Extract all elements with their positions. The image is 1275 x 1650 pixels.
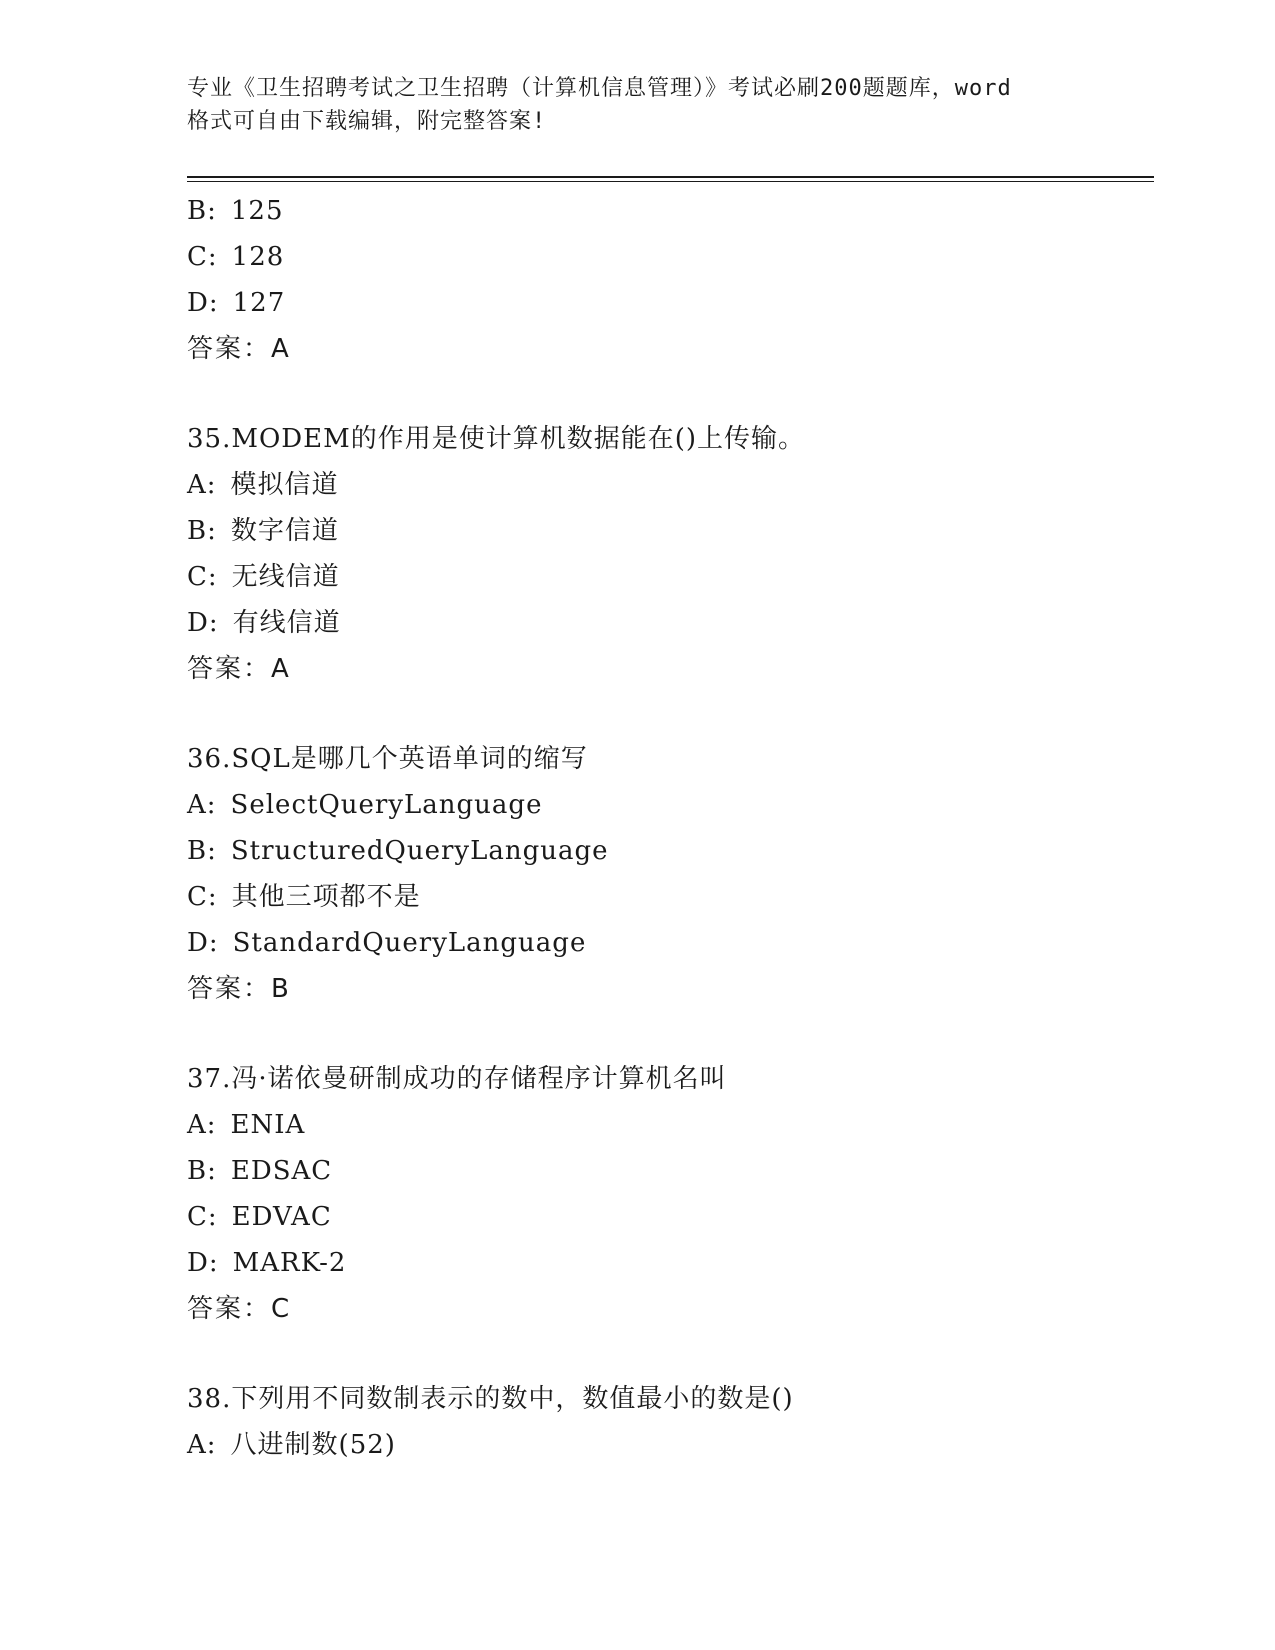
answer-line: 答案：C xyxy=(187,1294,292,1324)
question-text: 35.MODEM的作用是使计算机数据能在()上传输。 xyxy=(187,424,806,454)
option-b: B: 数字信道 xyxy=(187,516,339,546)
option-d: D: MARK-2 xyxy=(187,1248,347,1278)
option-b: B: 125 xyxy=(187,196,284,226)
option-d: D: 有线信道 xyxy=(187,608,341,638)
option-c: C: 其他三项都不是 xyxy=(187,882,421,912)
option-b: B: StructuredQueryLanguage xyxy=(187,836,609,866)
question-35 xyxy=(187,416,1154,692)
option-a: A: SelectQueryLanguage xyxy=(187,790,543,820)
header-line-2: 格式可自由下载编辑，附完整答案! xyxy=(187,109,547,134)
option-a: A: ENIA xyxy=(187,1110,306,1140)
option-d: D: 127 xyxy=(187,288,286,318)
option-c: C: EDVAC xyxy=(187,1202,332,1232)
option-b: B: EDSAC xyxy=(187,1156,333,1186)
question-38 xyxy=(187,1376,1154,1468)
question-text: 36.SQL是哪几个英语单词的缩写 xyxy=(187,744,588,774)
header-line-1: 专业《卫生招聘考试之卫生招聘（计算机信息管理）》考试必刷200题题库，word xyxy=(187,76,1012,101)
question-37 xyxy=(187,1056,1154,1332)
question-34-continuation xyxy=(187,188,1154,372)
question-36 xyxy=(187,736,1154,1012)
document-header xyxy=(187,72,1087,138)
option-d: D: StandardQueryLanguage xyxy=(187,928,587,958)
option-c: C: 无线信道 xyxy=(187,562,340,592)
answer-line: 答案：B xyxy=(187,974,291,1004)
question-text: 37.冯·诺依曼研制成功的存储程序计算机名叫 xyxy=(187,1064,727,1094)
option-c: C: 128 xyxy=(187,242,285,272)
answer-line: 答案：A xyxy=(187,334,291,364)
option-a: A: 八进制数(52) xyxy=(187,1430,396,1460)
question-text: 38.下列用不同数制表示的数中，数值最小的数是() xyxy=(187,1384,794,1414)
option-a: A: 模拟信道 xyxy=(187,470,339,500)
answer-line: 答案：A xyxy=(187,654,291,684)
question-list xyxy=(187,188,1154,1468)
header-divider xyxy=(187,176,1154,182)
